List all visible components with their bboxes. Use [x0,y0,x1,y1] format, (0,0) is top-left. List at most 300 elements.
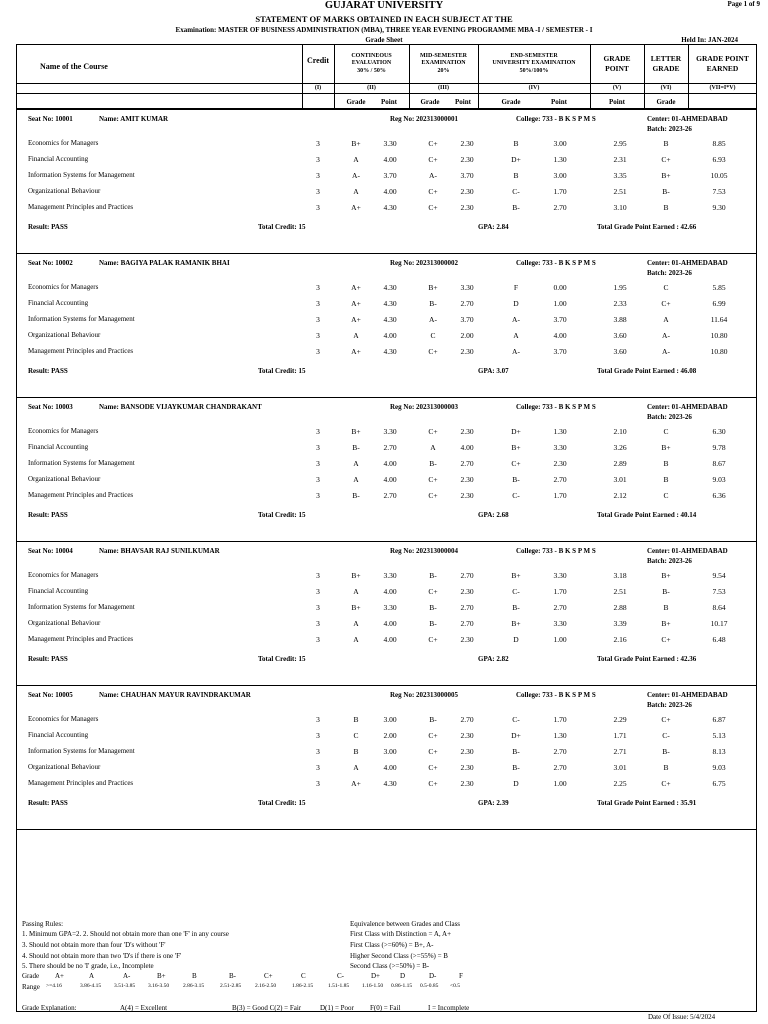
subject-cell: 2.70 [460,619,474,628]
subject-cell: A [353,187,359,196]
subject-cell: B- [352,443,360,452]
subject-cell: B [663,139,669,148]
course-name: Information Systems for Management [28,459,135,467]
subject-cell: 3 [316,715,320,724]
grade-range: 3.16-3.50 [148,983,170,989]
subject-cell: A [353,587,359,596]
grade-symbol: A- [123,972,131,980]
subject-cell: 3 [316,571,320,580]
subject-cell: A [353,475,359,484]
col-num-5: (V) [612,85,622,91]
batch: Batch: 2023-26 [647,269,692,277]
student-separator [16,541,757,542]
subject-cell: A+ [351,347,361,356]
subject-cell: B+ [351,139,361,148]
student-name: Name: BAGIYA PALAK RAMANIK BHAI [99,259,230,267]
subject-cell: 3.00 [553,139,567,148]
subject-cell: 6.93 [712,155,726,164]
seat-number: Seat No: 10002 [28,259,73,267]
subject-cell: 2.30 [460,139,474,148]
subject-cell: C [353,731,359,740]
subject-cell: 3.30 [553,571,567,580]
subject-cell: 8.67 [712,459,726,468]
subject-cell: 4.30 [383,283,397,292]
subject-cell: 2.00 [460,331,474,340]
subject-cell: A [353,331,359,340]
subject-cell: B- [352,491,360,500]
passing-rules-title: Passing Rules: [22,920,64,928]
student-separator [16,829,757,830]
subject-cell: 3.30 [383,427,397,436]
subject-cell: C- [512,491,520,500]
subject-cell: 3 [316,427,320,436]
subject-cell: 2.71 [613,747,627,756]
subject-cell: C+ [428,779,438,788]
subject-cell: C+ [428,475,438,484]
subject-cell: 3 [316,731,320,740]
subject-cell: B [353,747,359,756]
mid-point-label: Point [455,98,471,106]
subject-cell: 1.70 [553,491,567,500]
course-name: Financial Accounting [28,587,89,595]
subject-cell: 4.30 [383,203,397,212]
grade-symbol: D+ [371,972,381,980]
ce-header-3: 30% / 50% [357,68,386,74]
subject-cell: 2.29 [613,715,627,724]
subject-cell: 4.30 [383,315,397,324]
subject-cell: C+ [428,763,438,772]
passing-rule-4: 4. Should not obtain more than two 'D's if there is one 'F' [22,952,182,960]
subject-cell: 2.10 [613,427,627,436]
subject-cell: D+ [511,427,521,436]
subject-cell: 8.13 [712,747,726,756]
subject-cell: D [513,779,519,788]
course-name: Financial Accounting [28,731,89,739]
ce-grade-label: Grade [346,98,366,106]
subject-cell: B+ [661,171,671,180]
subject-cell: 3.60 [613,331,627,340]
total-credit: Total Credit: 15 [258,223,306,231]
subject-cell: 9.78 [712,443,726,452]
result: Result: PASS [28,223,68,231]
subject-cell: 11.64 [710,315,728,324]
course-name: Financial Accounting [28,155,89,163]
col-num-4: (IV) [528,85,540,91]
gpa: GPA: 3.07 [478,367,509,375]
gp-header-1: GRADE [603,54,631,63]
college: College: 733 - B K S P M S [516,403,596,411]
student-separator [16,253,757,254]
center: Center: 01-AHMEDABAD [647,115,728,123]
subject-cell: B- [662,587,670,596]
grade-explanation-title: Grade Explanation: [22,1004,77,1012]
center: Center: 01-AHMEDABAD [647,547,728,555]
subject-cell: B+ [661,443,671,452]
subject-cell: 4.30 [383,347,397,356]
subject-cell: 2.30 [460,347,474,356]
course-column-header: Name of the Course [40,62,108,71]
subject-cell: 3 [316,491,320,500]
subject-cell: A [353,635,359,644]
grade-range: 3.51-3.85 [114,983,136,989]
college: College: 733 - B K S P M S [516,115,596,123]
grade-symbol: C- [337,972,344,980]
subject-cell: 3 [316,603,320,612]
subject-cell: 2.89 [613,459,627,468]
passing-rule-5: 5. There should be no 'I' grade, i.e., Incomplete [22,962,154,970]
subject-cell: B- [429,715,437,724]
subject-cell: 3 [316,299,320,308]
subject-cell: C [663,491,669,500]
subject-cell: 3.30 [553,619,567,628]
mid-header-3: 20% [437,68,450,74]
subject-cell: B- [429,571,437,580]
ce-header-1: CONTINEOUS [351,53,392,59]
subject-cell: 2.30 [460,155,474,164]
subject-cell: 3.00 [383,715,397,724]
student-name: Name: BANSODE VIJAYKUMAR CHANDRAKANT [99,403,262,411]
subject-cell: C- [512,187,520,196]
subject-cell: 2.70 [460,299,474,308]
subject-cell: C- [512,715,520,724]
subject-cell: 3 [316,779,320,788]
subject-cell: B [663,603,669,612]
subject-cell: 9.54 [712,571,726,580]
total-grade-point-earned: Total Grade Point Earned : 42.66 [597,223,697,231]
subject-cell: 10.05 [710,171,728,180]
equivalence-3: Higher Second Class (>=55%) = B [350,952,448,960]
subject-cell: 3 [316,139,320,148]
subject-cell: B- [429,299,437,308]
grade-symbol: D [400,972,406,980]
subject-cell: B+ [511,571,521,580]
subject-cell: B+ [511,443,521,452]
subject-cell: B- [662,187,670,196]
subject-cell: 2.30 [460,427,474,436]
subject-cell: 4.00 [383,619,397,628]
subject-cell: A- [429,315,437,324]
subject-cell: 1.00 [553,635,567,644]
subject-cell: C+ [661,299,671,308]
subject-cell: C+ [428,731,438,740]
subject-cell: 1.30 [553,427,567,436]
subject-cell: 8.64 [712,603,726,612]
subject-cell: 2.70 [553,203,567,212]
gpa: GPA: 2.82 [478,655,509,663]
grade-range: 1.86-2.15 [292,983,314,989]
ce-header-2: EVALUATION [351,60,392,66]
subject-cell: B [663,459,669,468]
statement-title: STATEMENT OF MARKS OBTAINED IN EACH SUBJECT AT THE [255,14,513,24]
subject-cell: 3.30 [383,139,397,148]
subject-cell: B+ [351,603,361,612]
subject-cell: 10.17 [710,619,728,628]
subject-cell: 3.70 [460,315,474,324]
reg-number: Reg No: 202313000001 [390,115,459,123]
subject-cell: 2.30 [553,459,567,468]
subject-cell: 2.70 [553,763,567,772]
subject-cell: A+ [351,283,361,292]
subject-cell: 3.30 [553,443,567,452]
subject-cell: A [353,155,359,164]
subject-cell: 2.30 [460,491,474,500]
subject-cell: 3.00 [383,747,397,756]
subject-cell: 6.87 [712,715,726,724]
passing-rule-3: 3. Should not obtain more than four 'D's without 'F' [22,941,166,949]
subject-cell: A [353,459,359,468]
lg-header-1: LETTER [650,54,682,63]
subject-cell: 3.88 [613,315,627,324]
subject-cell: 4.00 [383,459,397,468]
subject-cell: F [513,283,519,292]
grade-explanation-a: A(4) = Excellent [120,1004,168,1012]
col-num-7: (VII=I*V) [709,85,736,91]
total-grade-point-earned: Total Grade Point Earned : 35.91 [597,799,697,807]
subject-cell: 2.70 [553,603,567,612]
subject-cell: B [513,171,519,180]
subject-cell: C- [512,587,520,596]
subject-cell: 3.30 [383,571,397,580]
grade-symbol: C [301,972,306,980]
university-title: GUJARAT UNIVERSITY [324,0,444,11]
grade-range: 1.51-1.85 [328,983,350,989]
subject-cell: A- [352,171,360,180]
grade-symbol: B+ [157,972,166,980]
subject-cell: C+ [661,155,671,164]
grade-range: 0.86-1.15 [391,983,413,989]
subject-cell: D+ [511,155,521,164]
subject-cell: 3.70 [553,347,567,356]
end-header-1: END-SEMESTER [510,53,558,59]
course-name: Organizational Behaviour [28,763,101,771]
subject-cell: B+ [428,283,438,292]
subject-cell: 1.70 [553,587,567,596]
subject-cell: 2.33 [613,299,627,308]
mid-header-1: MID-SEMESTER [419,53,467,59]
batch: Batch: 2023-26 [647,125,692,133]
center: Center: 01-AHMEDABAD [647,691,728,699]
gpa: GPA: 2.68 [478,511,509,519]
equivalence-1: First Class with Distinction = A, A+ [350,930,452,938]
course-name: Economics for Managers [28,283,99,291]
student-name: Name: AMIT KUMAR [99,115,169,123]
col-num-2: (II) [367,85,376,91]
subject-cell: 4.00 [383,187,397,196]
grade-symbol: B [192,972,197,980]
subject-cell: 3.26 [613,443,627,452]
subject-cell: 0.00 [553,283,567,292]
subject-cell: 2.95 [613,139,627,148]
subject-cell: 4.00 [383,635,397,644]
course-name: Management Principles and Practices [28,347,134,355]
subject-cell: 2.30 [460,187,474,196]
grade-explanation-f: F(0) = Fail [370,1004,401,1012]
subject-cell: 2.30 [460,475,474,484]
subject-cell: 9.30 [712,203,726,212]
subject-cell: A [513,331,519,340]
subject-cell: 2.70 [460,459,474,468]
total-credit: Total Credit: 15 [258,367,306,375]
course-name: Organizational Behaviour [28,187,101,195]
equivalence-title: Equivalence between Grades and Class [350,920,461,928]
subject-cell: B [513,139,519,148]
col-num-1: (I) [314,85,322,91]
mid-header-2: EXAMINATION [421,60,466,66]
subject-cell: 3 [316,747,320,756]
lg-grade-label: Grade [656,98,676,106]
subject-cell: B [663,475,669,484]
subject-cell: 3 [316,155,320,164]
grade-symbol: A+ [55,972,65,980]
subject-cell: A- [662,347,670,356]
subject-cell: A+ [351,203,361,212]
gpe-header-2: EARNED [706,64,739,73]
sheet-title: Grade Sheet [365,36,403,44]
subject-cell: C [430,331,436,340]
course-name: Organizational Behaviour [28,619,101,627]
subject-cell: 3 [316,443,320,452]
subject-cell: 2.70 [383,491,397,500]
batch: Batch: 2023-26 [647,557,692,565]
subject-cell: C+ [428,635,438,644]
subject-cell: A+ [351,299,361,308]
subject-cell: B+ [661,619,671,628]
total-grade-point-earned: Total Grade Point Earned : 46.08 [597,367,697,375]
subject-cell: 2.25 [613,779,627,788]
subject-cell: 2.00 [383,731,397,740]
subject-cell: 4.00 [383,587,397,596]
subject-cell: 1.70 [553,715,567,724]
subject-cell: 9.03 [712,475,726,484]
subject-cell: B- [512,603,520,612]
subject-cell: 6.99 [712,299,726,308]
seat-number: Seat No: 10001 [28,115,73,123]
subject-cell: 7.53 [712,187,726,196]
subject-cell: 1.95 [613,283,627,292]
subject-cell: B+ [351,427,361,436]
subject-cell: B+ [661,571,671,580]
grade-range: >=4.16 [46,983,62,989]
subject-cell: 4.00 [460,443,474,452]
subject-cell: C+ [661,635,671,644]
subject-cell: 2.31 [613,155,627,164]
equivalence-2: First Class (>=60%) = B+, A- [350,941,434,949]
reg-number: Reg No: 202313000005 [390,691,459,699]
grade-range: 0.5-0.85 [420,983,439,989]
subject-cell: B- [512,747,520,756]
grade-symbol: F [459,972,463,980]
grade-range: 2.86-3.15 [183,983,205,989]
course-name: Information Systems for Management [28,171,135,179]
subject-cell: 5.13 [712,731,726,740]
subject-cell: 5.85 [712,283,726,292]
total-grade-point-earned: Total Grade Point Earned : 42.36 [597,655,697,663]
subject-cell: C [663,283,669,292]
subject-cell: B- [429,459,437,468]
center: Center: 01-AHMEDABAD [647,259,728,267]
end-header-2: UNIVERSITY EXAMINATION [492,60,576,66]
total-credit: Total Credit: 15 [258,799,306,807]
subject-cell: C- [662,731,670,740]
subject-cell: C+ [661,715,671,724]
subject-cell: B- [429,603,437,612]
course-name: Organizational Behaviour [28,475,101,483]
grade-symbol: B- [229,972,236,980]
subject-cell: 3 [316,619,320,628]
subject-cell: 6.30 [712,427,726,436]
date-of-issue: Date Of Issue: 5/4/2024 [648,1013,716,1021]
subject-cell: 3 [316,283,320,292]
course-name: Information Systems for Management [28,747,135,755]
subject-cell: 2.70 [460,715,474,724]
course-name: Economics for Managers [28,427,99,435]
course-name: Management Principles and Practices [28,635,134,643]
subject-cell: C+ [428,139,438,148]
subject-cell: C+ [428,155,438,164]
student-name: Name: BHAVSAR RAJ SUNILKUMAR [99,547,220,555]
subject-cell: 3 [316,203,320,212]
subject-cell: 2.12 [613,491,627,500]
course-name: Organizational Behaviour [28,331,101,339]
subject-cell: 1.30 [553,155,567,164]
ce-point-label: Point [381,98,397,106]
subject-cell: A [353,763,359,772]
subject-cell: 3.60 [613,347,627,356]
grade-explanation-d: D(1) = Poor [320,1004,354,1012]
subject-cell: 2.70 [553,475,567,484]
examination-title: Examination: MASTER OF BUSINESS ADMINISTRATION (MBA), THREE YEAR EVENING PROGRAMME MBA -I / SEMESTER - I [175,26,593,34]
subject-cell: 4.00 [553,331,567,340]
subject-cell: 3 [316,459,320,468]
subject-cell: A- [512,315,520,324]
course-name: Financial Accounting [28,299,89,307]
subject-cell: 1.71 [613,731,627,740]
gp-point-label: Point [609,98,625,106]
subject-cell: B+ [351,571,361,580]
subject-cell: B- [429,619,437,628]
subject-cell: 2.51 [613,587,627,596]
subject-cell: 3.10 [613,203,627,212]
course-name: Economics for Managers [28,139,99,147]
subject-cell: 3.70 [553,315,567,324]
course-name: Financial Accounting [28,443,89,451]
college: College: 733 - B K S P M S [516,691,596,699]
col-num-6: (VI) [660,85,672,91]
subject-cell: C+ [428,491,438,500]
gpa: GPA: 2.84 [478,223,509,231]
subject-cell: 3 [316,475,320,484]
subject-cell: A- [429,171,437,180]
subject-cell: 10.80 [710,331,728,340]
subject-cell: 3.30 [383,603,397,612]
subject-cell: B- [512,763,520,772]
subject-cell: B- [662,747,670,756]
student-separator [16,109,757,110]
subject-cell: C+ [428,747,438,756]
subject-cell: 3 [316,635,320,644]
subject-cell: 1.00 [553,299,567,308]
equivalence-4: Second Class (>=50%) = B- [350,962,430,970]
subject-cell: D [513,635,519,644]
subject-cell: 2.30 [460,763,474,772]
subject-cell: A [663,315,669,324]
subject-cell: B [353,715,359,724]
range-row-label: Range [22,983,40,991]
subject-cell: B- [512,475,520,484]
result: Result: PASS [28,799,68,807]
subject-cell: 3.30 [460,283,474,292]
subject-cell: 6.48 [712,635,726,644]
